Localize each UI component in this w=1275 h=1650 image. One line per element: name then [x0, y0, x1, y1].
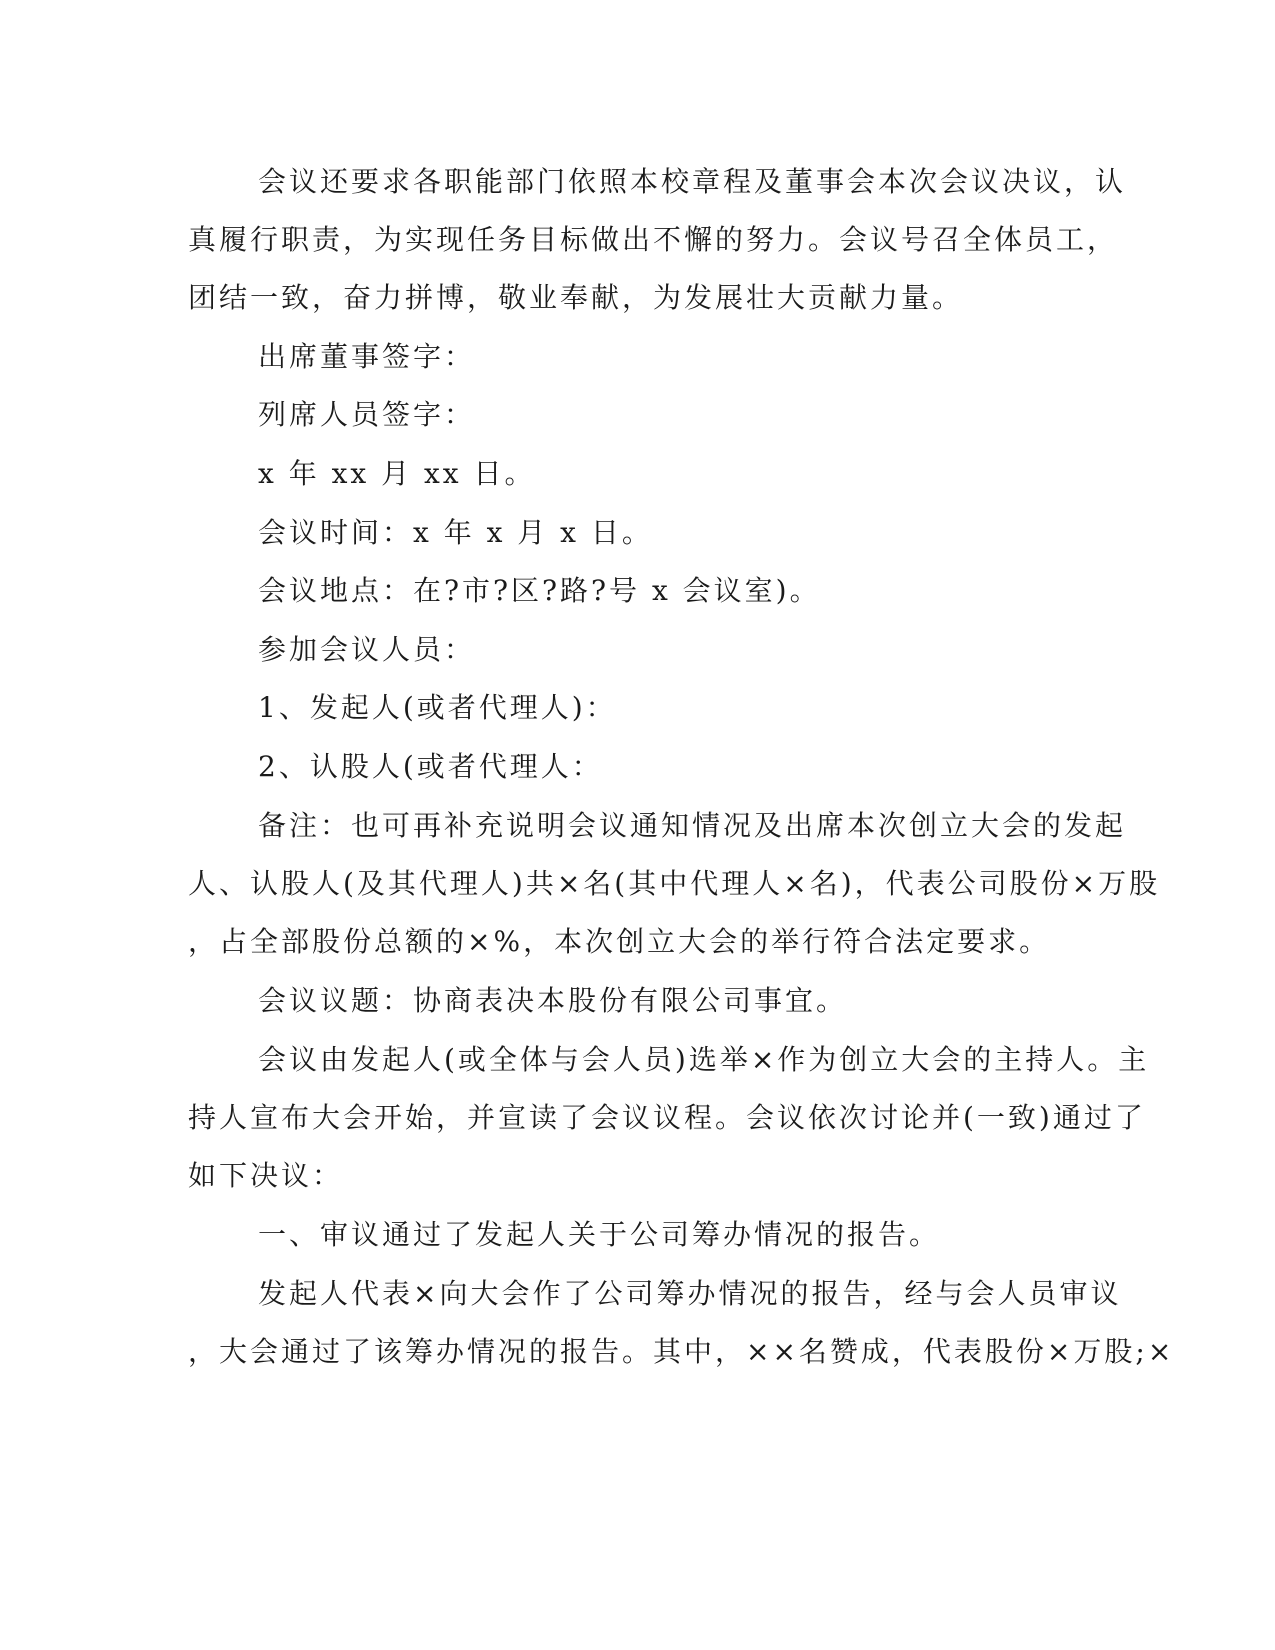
text-line: 会议由发起人(或全体与会人员)选举×作为创立大会的主持人。主 — [258, 1043, 1150, 1076]
text-line: ，占全部股份总额的×%，本次创立大会的举行符合法定要求。 — [188, 925, 1051, 958]
text-line: 持人宣布大会开始，并宣读了会议议程。会议依次讨论并(一致)通过了 — [188, 1101, 1146, 1134]
text-line: 团结一致，奋力拼博，敬业奉献，为发展壮大贡献力量。 — [188, 281, 964, 314]
text-line: 会议议题：协商表决本股份有限公司事宜。 — [258, 984, 848, 1017]
text-line: 列席人员签字： — [258, 398, 476, 431]
text-line: 会议还要求各职能部门依照本校章程及董事会本次会议决议，认 — [258, 165, 1127, 198]
text-line: 备注：也可再补充说明会议通知情况及出席本次创立大会的发起 — [258, 809, 1127, 842]
text-line: 出席董事签字： — [258, 340, 476, 373]
text-line: 参加会议人员： — [258, 633, 476, 666]
text-line: 会议地点：在?市?区?路?号 x 会议室)。 — [258, 574, 821, 607]
text-line: 发起人代表×向大会作了公司筹办情况的报告，经与会人员审议 — [258, 1277, 1122, 1310]
text-line: 人、认股人(及其代理人)共×名(其中代理人×名)，代表公司股份×万股 — [188, 867, 1161, 900]
text-line: 如下决议： — [188, 1159, 344, 1192]
text-line: 2、认股人(或者代理人： — [258, 750, 603, 783]
text-line: 会议时间：x 年 x 月 x 日。 — [258, 516, 653, 549]
text-line: 1、发起人(或者代理人)： — [258, 691, 617, 724]
text-line: x 年 xx 月 xx 日。 — [258, 457, 536, 490]
text-line: 一、审议通过了发起人关于公司筹办情况的报告。 — [258, 1218, 941, 1251]
text-line: 真履行职责，为实现任务目标做出不懈的努力。会议号召全体员工， — [188, 223, 1119, 256]
text-line: ，大会通过了该筹办情况的报告。其中，××名赞成，代表股份×万股;× — [188, 1335, 1175, 1368]
